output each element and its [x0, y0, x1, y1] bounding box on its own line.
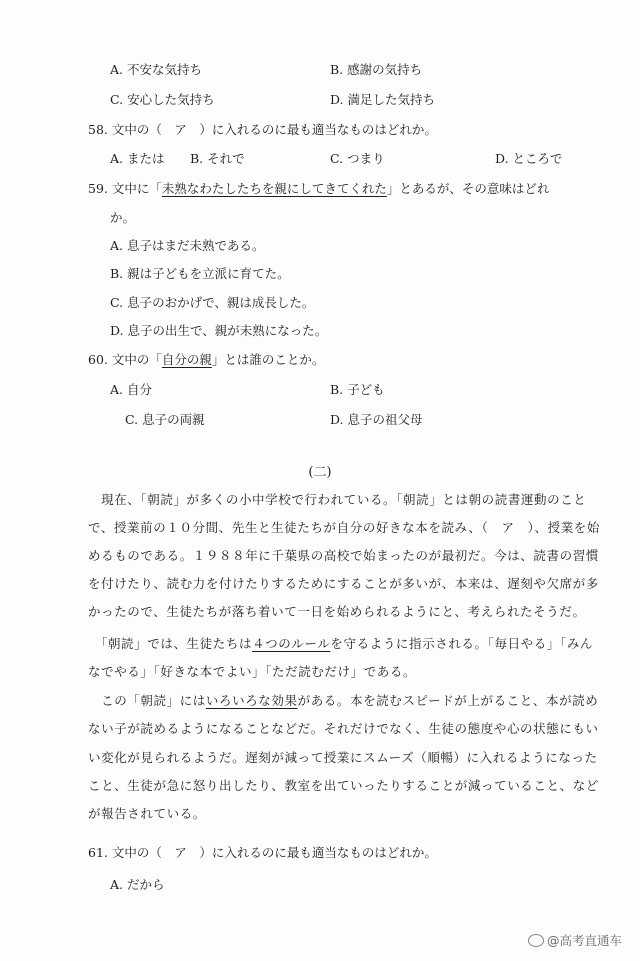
q58-option-a: A. または — [110, 151, 165, 166]
watermark — [528, 931, 622, 949]
passage-line-11: こと、生徒が急に怒り出したり、教室を出ていったりすることが減っていること、など — [88, 778, 599, 793]
q60-option-c: C. 息子の両親 — [125, 412, 205, 427]
q60-stem-pre: 60. 文中の「 — [88, 352, 162, 367]
q59-option-d: D. 息子の出生で、親が未熟になった。 — [110, 323, 328, 338]
passage-line-8-pre: この「朝読」には — [88, 693, 206, 708]
q61-option-a: A. だから — [110, 877, 165, 892]
passage-line-6-post: を守るように指示される。「毎日やる」「みん — [330, 636, 594, 651]
section-title: (二) — [308, 465, 332, 480]
q57-option-c: C. 安心した気持ち — [110, 92, 215, 107]
passage-line-1: 現在、「朝読」が多くの小中学校で行われている。「朝読」とは朝の読書運動のこと — [88, 492, 587, 507]
q57-option-d: D. 満足した気持ち — [330, 92, 436, 107]
q59-stem-post: 」とあるが、その意味はどれ — [386, 181, 550, 196]
q60-underlined-phrase: 自分の親 — [161, 352, 212, 367]
q59-stem — [88, 181, 549, 197]
rules-underlined-phrase: ４つのルール — [252, 636, 331, 651]
q58-option-d: D. ところで — [495, 151, 563, 166]
q59-option-a: A. 息子はまだ未熟である。 — [110, 238, 265, 253]
q59-underlined-phrase: 未熟なわたしたちを親にしてきてくれた — [161, 181, 387, 196]
q59-stem-cont: か。 — [110, 210, 136, 225]
q59-option-b: B. 親は子どもを立派に育てた。 — [110, 266, 290, 281]
passage-line-3: めるものである。１９８８年に千葉県の高校で始まったのが最初だ。今は、読書の習慣 — [88, 548, 599, 563]
passage-line-12: が報告されている。 — [88, 806, 206, 821]
q58-option-b: B. それで — [190, 151, 245, 166]
effects-underlined-phrase: いろいろな効果 — [205, 693, 298, 708]
passage-line-7: なでやる」「好きな本でよい」「ただ読むだけ」である。 — [88, 664, 417, 679]
passage-line-6-pre: 「朝読」では、生徒たちは — [88, 636, 253, 651]
q57-option-a: A. 不安な気持ち — [110, 62, 202, 77]
q61-stem: 61. 文中の（ ア ）に入れるのに最も適当なものはどれか。 — [88, 845, 437, 860]
q60-option-a: A. 自分 — [110, 382, 152, 397]
passage-line-10: い変化が見られるようだ。遅刻が減って授業にスムーズ（順暢）に入れるようになった — [88, 750, 598, 765]
q58-option-c: C. つまり — [330, 151, 385, 166]
passage-line-4: を付けたり、読む力を付けたりするためにすることが多いが、本来は、遅刻や欠席が多 — [88, 576, 599, 591]
q60-option-d: D. 息子の祖父母 — [330, 412, 423, 427]
q59-option-c: C. 息子のおかげで、親は成長した。 — [110, 295, 315, 310]
passage-line-2: で、授業前の１０分間、先生と生徒たちが自分の好きな本を読み、（ ア ）、授業を始 — [88, 520, 601, 535]
passage-line-9: ない子が読めるようになることなどだ。それだけでなく、生徒の態度や心の状態にもい — [88, 721, 599, 736]
passage-line-6 — [88, 636, 593, 652]
q60-stem-post: 」とは誰のことか。 — [211, 352, 325, 367]
weibo-icon — [528, 934, 544, 947]
q58-stem: 58. 文中の（ ア ）に入れるのに最も適当なものはどれか。 — [88, 122, 437, 137]
passage-line-8-post: がある。本を読むスピードが上がること、本が読め — [297, 693, 599, 708]
q59-stem-pre: 59. 文中に「 — [88, 181, 162, 196]
q60-option-b: B. 子ども — [330, 382, 385, 397]
passage-line-5: かったので、生徒たちが落ち着いて一日を始められるようにと、考えられたそうだ。 — [88, 604, 586, 619]
passage-line-8 — [88, 693, 598, 709]
q57-option-b: B. 感謝の気持ち — [330, 62, 423, 77]
watermark-text: @高考直通车 — [546, 933, 622, 948]
q60-stem — [88, 352, 324, 368]
